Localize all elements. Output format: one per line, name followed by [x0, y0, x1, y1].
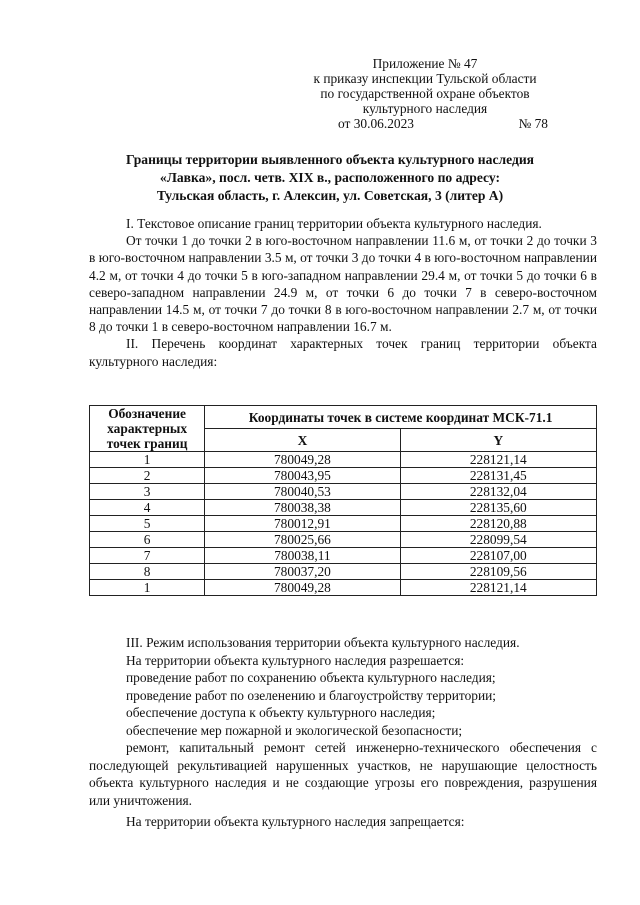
order-date-line [338, 116, 548, 131]
table-row [90, 548, 597, 564]
title-line: Тульская область, г. Алексин, ул. Советская, 3 (литер А) [156, 188, 504, 203]
table-row [90, 484, 597, 500]
point-cell: 6 [90, 532, 205, 548]
section-1-heading: I. Текстовое описание границ территории объекта культурного наследия. [126, 216, 542, 231]
y-cell: 228121,14 [400, 580, 596, 596]
point-cell: 4 [90, 500, 205, 516]
appendix-line: Приложение № 47 [372, 56, 478, 71]
y-cell: 228132,04 [400, 484, 596, 500]
document-title [90, 151, 570, 205]
point-cell: 3 [90, 484, 205, 500]
allowed-item: обеспечение доступа к объекту культурного наследия; [126, 705, 436, 720]
x-cell: 780012,91 [205, 516, 400, 532]
x-cell: 780038,11 [205, 548, 400, 564]
y-cell: 228107,00 [400, 548, 596, 564]
point-cell: 7 [90, 548, 205, 564]
y-cell: 228121,14 [400, 452, 596, 468]
order-number: № 78 [518, 116, 548, 131]
table-row [90, 500, 597, 516]
point-cell: 1 [90, 580, 205, 596]
table-row [90, 564, 597, 580]
table-row [90, 452, 597, 468]
col-header-points: Обозначение характерных точек границ [90, 406, 205, 452]
section-3-heading: III. Режим использования территории объекта культурного наследия. [126, 635, 520, 650]
allowed-item: ремонт, капитальный ремонт сетей инженерно-технического обеспечения с последующей рекультивацией нарушенных участков, не нарушающие целостность объекта культурного наследия и не создающие угрозы его повреждения, разрушения или уничтожения. [89, 740, 597, 808]
order-date: от 30.06.2023 [338, 116, 414, 131]
y-cell: 228131,45 [400, 468, 596, 484]
allowed-item: проведение работ по озеленению и благоустройству территории; [126, 687, 497, 703]
section-2-heading: II. Перечень координат характерных точек границ территории объекта культурного наследия: [89, 336, 597, 369]
y-cell: 228109,56 [400, 564, 596, 580]
table-row [90, 580, 597, 596]
x-cell: 780038,38 [205, 500, 400, 516]
y-cell: 228135,60 [400, 500, 596, 516]
x-cell: 780040,53 [205, 484, 400, 500]
point-cell: 5 [90, 516, 205, 532]
table-row [90, 532, 597, 548]
title-line: Границы территории выявленного объекта культурного наследия [125, 152, 535, 167]
section-1-2 [89, 215, 597, 370]
table-row [90, 468, 597, 484]
allowed-item: проведение работ по сохранению объекта культурного наследия; [126, 670, 496, 685]
col-header-x: X [205, 429, 400, 452]
appendix-line: к приказу инспекции Тульской области [313, 71, 537, 86]
x-cell: 780037,20 [205, 564, 400, 580]
x-cell: 780049,28 [205, 580, 400, 596]
forbidden-intro: На территории объекта культурного наследия запрещается: [126, 814, 465, 829]
x-cell: 780043,95 [205, 468, 400, 484]
x-cell: 780025,66 [205, 532, 400, 548]
allowed-intro: На территории объекта культурного наследия разрешается: [126, 652, 465, 668]
y-cell: 228120,88 [400, 516, 596, 532]
col-header-coordinates: Координаты точек в системе координат МСК-71.1 [205, 406, 597, 429]
point-cell: 8 [90, 564, 205, 580]
section-3 [89, 634, 597, 831]
x-cell: 780049,28 [205, 452, 400, 468]
point-cell: 1 [90, 452, 205, 468]
col-header-y: Y [400, 429, 596, 452]
table-row [90, 516, 597, 532]
title-line: «Лавка», посл. четв. XIX в., расположенного по адресу: [159, 170, 501, 185]
appendix-block [300, 56, 550, 116]
allowed-item: обеспечение мер пожарной и экологической безопасности; [126, 722, 463, 738]
appendix-line: культурного наследия [362, 101, 488, 116]
section-1-text: От точки 1 до точки 2 в юго-восточном направлении 11.6 м, от точки 2 до точки 3 в юго-восточном направлении 3.5 м, от точки 3 до точки 4 в юго-восточном направлении 4.2 м, от точки 4 до точки 5 в юго-западном направлении 29.4 м, от точки 5 до точки 6 в северо-западном направлении 24.9 м, от точки 6 до точки 7 в северо-восточном направлении 14.5 м, от точки 7 до точки 8 в юго-восточном направлении 2.7 м, от точки 8 до точки 1 в северо-восточном направлении 16.7 м. [89, 233, 597, 335]
y-cell: 228099,54 [400, 532, 596, 548]
coordinates-table [89, 405, 597, 596]
point-cell: 2 [90, 468, 205, 484]
appendix-line: по государственной охране объектов [320, 86, 530, 101]
